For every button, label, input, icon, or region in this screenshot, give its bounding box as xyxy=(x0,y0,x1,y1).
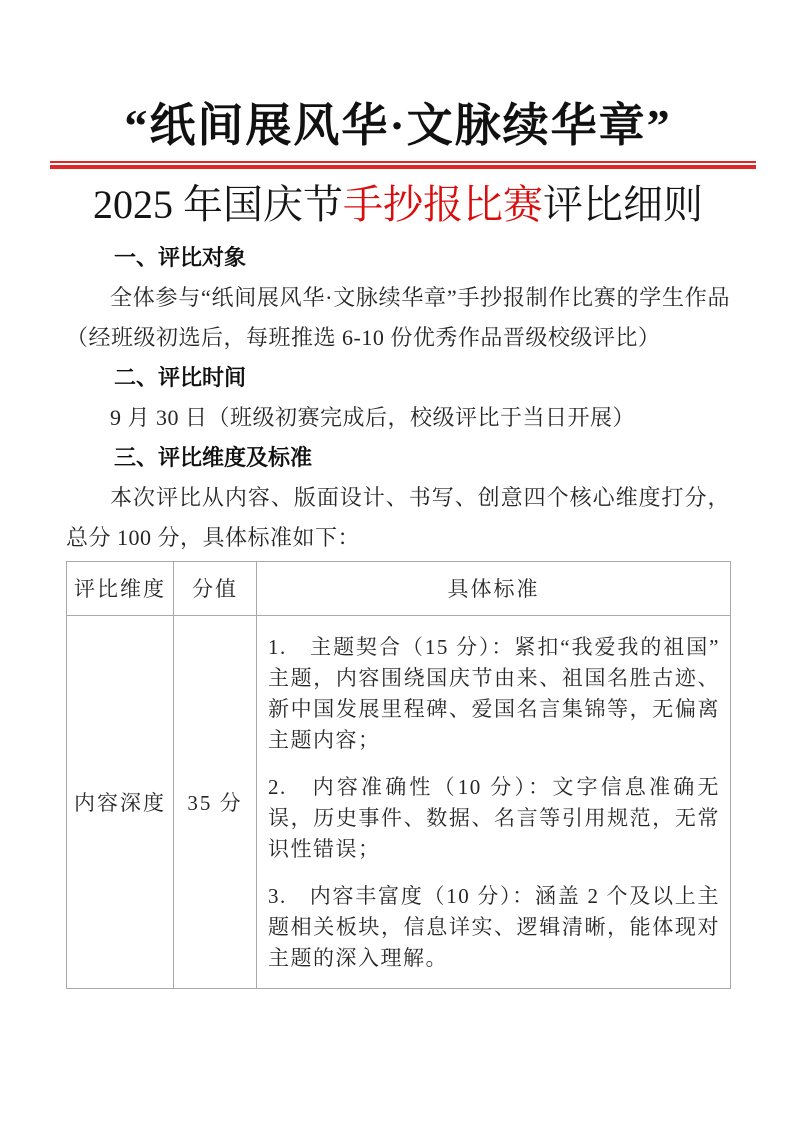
main-title xyxy=(66,182,730,228)
criteria-item-2: 2. 内容准确性（10 分）：文字信息准确无误，历史事件、数据、名言等引用规范，无常识性错误； xyxy=(268,774,720,861)
document-content xyxy=(66,0,730,989)
criteria-table xyxy=(66,561,731,989)
header-criteria: 具体标准 xyxy=(257,561,731,615)
section-heading-3: 三、评比维度及标准 xyxy=(114,444,313,470)
main-title-prefix: 2025 年国庆节 xyxy=(93,181,343,227)
section-paragraph-2: 9 月 30 日（班级初赛完成后，校级评比于当日开展） xyxy=(110,404,636,430)
criteria-item-1: 1. 主题契合（15 分）：紧扣“我爱我的祖国”主题，内容围绕国庆节由来、祖国名胜古迹、新中国发展里程碑、爱国名言集锦等，无偏离主题内容； xyxy=(268,634,720,752)
main-title-suffix: 评比细则 xyxy=(543,181,703,227)
cell-criteria xyxy=(257,615,731,988)
cell-score: 35 分 xyxy=(174,615,257,988)
document-body xyxy=(66,238,730,989)
section-paragraph-3: 本次评比从内容、版面设计、书写、创意四个核心维度打分，总分 100 分，具体标准如下： xyxy=(66,484,730,550)
title-underline-rule xyxy=(50,161,756,169)
header-dimension: 评比维度 xyxy=(67,561,174,615)
header-score: 分值 xyxy=(174,561,257,615)
section-heading-2: 二、评比时间 xyxy=(114,364,247,390)
section-paragraph-1: 全体参与“纸间展风华·文脉续华章”手抄报制作比赛的学生作品（经班级初选后，每班推选 6-10 份优秀作品晋级校级评比） xyxy=(66,284,730,350)
banner-title: “纸间展风华·文脉续华章” xyxy=(124,100,672,151)
cell-dimension: 内容深度 xyxy=(67,615,174,988)
table-row xyxy=(67,615,731,988)
section-heading-1: 一、评比对象 xyxy=(114,244,247,270)
table-header-row xyxy=(67,561,731,615)
main-title-highlight: 手抄报比赛 xyxy=(343,181,543,227)
criteria-item-3: 3. 内容丰富度（10 分）：涵盖 2 个及以上主题相关板块，信息详实、逻辑清晰，能体现对主题的深入理解。 xyxy=(268,883,720,970)
